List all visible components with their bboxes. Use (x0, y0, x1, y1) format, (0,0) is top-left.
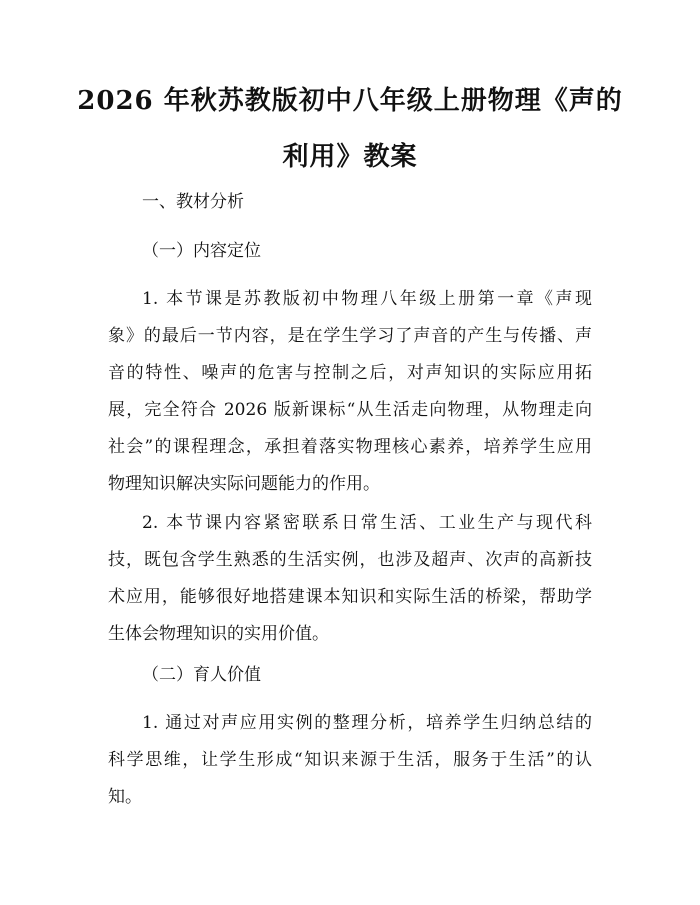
paragraph-line: 2. 本节课内容紧密联系日常生活、工业生产与现代科 (142, 513, 592, 533)
paragraph-line: 展，完全符合 2026 版新课标“从生活走向物理，从物理走向 (108, 400, 592, 420)
paragraph-line: 音的特性、噪声的危害与控制之后，对声知识的实际应用拓 (108, 363, 592, 383)
subsection-heading-content-positioning: （一）内容定位 (142, 241, 261, 261)
paragraph-line: 知。 (108, 787, 142, 807)
paragraph-line: 象》的最后一节内容，是在学生学习了声音的产生与传播、声 (108, 326, 592, 346)
paragraph-line: 社会”的课程理念，承担着落实物理核心素养，培养学生应用 (108, 437, 592, 457)
paragraph-line: 技，既包含学生熟悉的生活实例，也涉及超声、次声的高新技 (108, 550, 592, 570)
paragraph-line: 生体会物理知识的实用价值。 (108, 624, 329, 644)
paragraph-line: 1. 本节课是苏教版初中物理八年级上册第一章《声现 (142, 289, 592, 309)
document-title-line-2: 利用》教案 (282, 142, 418, 172)
document-title-line-1: 2026 年秋苏教版初中八年级上册物理《声的 (77, 86, 623, 116)
paragraph-line: 术应用，能够很好地搭建课本知识和实际生活的桥梁，帮助学 (108, 587, 592, 607)
paragraph-line: 1. 通过对声应用实例的整理分析，培养学生归纳总结的 (142, 713, 592, 733)
paragraph-educational-value-1 (108, 705, 592, 816)
section-heading-teaching-material-analysis: 一、教材分析 (142, 192, 244, 212)
paragraph-content-positioning-2 (108, 505, 592, 653)
paragraph-line: 物理知识解决实际问题能力的作用。 (108, 474, 380, 494)
subsection-heading-educational-value: （二）育人价值 (142, 665, 261, 685)
paragraph-line: 科学思维，让学生形成“知识来源于生活，服务于生活”的认 (108, 750, 592, 770)
paragraph-content-positioning-1 (108, 281, 592, 503)
